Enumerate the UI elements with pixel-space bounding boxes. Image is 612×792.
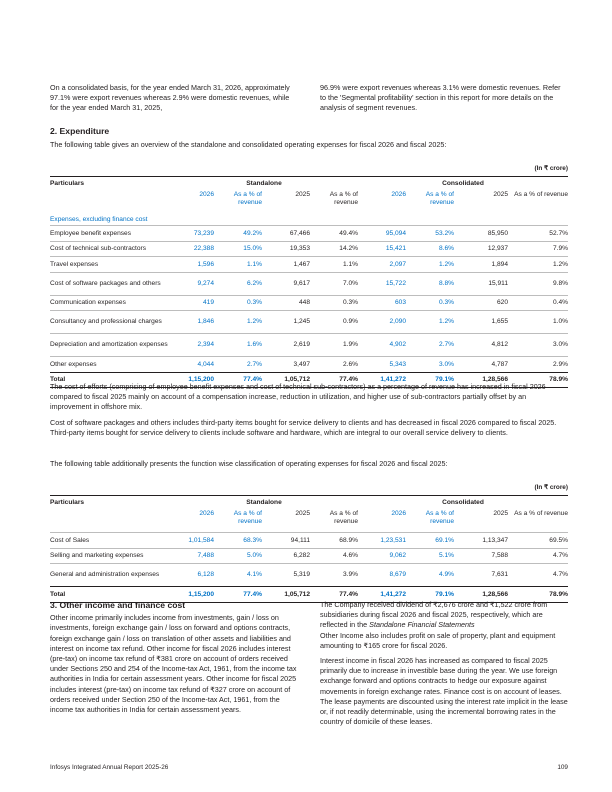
table-cell: 2,090 (358, 311, 406, 334)
table-cell: 49.2% (214, 226, 262, 242)
particulars-header: Particulars (50, 498, 85, 506)
profit-on-sale-text: Other Income also includes profit on sale of property, plant and equipment amounting to ₹165 crore for fiscal 2026. (320, 630, 556, 650)
table-cell: 3.9% (310, 564, 358, 587)
table-cell: 1,655 (454, 311, 508, 334)
table-cell: 15,722 (358, 272, 406, 295)
standalone-statements-ref: Standalone Financial Statements (369, 620, 475, 630)
row-label: Communication expenses (50, 295, 170, 311)
table-cell: 7.9% (508, 241, 568, 257)
table-cell: 1.1% (214, 257, 262, 273)
table-cell: 1.0% (508, 311, 568, 334)
table-cell: 5,319 (262, 564, 310, 587)
table-cell: 2.6% (310, 357, 358, 373)
table-row (50, 533, 568, 549)
table-row (50, 564, 568, 587)
table-cell: 2.9% (508, 357, 568, 373)
table-cell: 0.4% (508, 295, 568, 311)
table-cell: 1,245 (262, 311, 310, 334)
table-row (50, 295, 568, 311)
table-cell: 603 (358, 295, 406, 311)
table-cell: 4.7% (508, 564, 568, 587)
total-cell: 79.1% (406, 372, 454, 388)
column-header: 2025 (493, 191, 508, 198)
row-label: General and administration expenses (50, 564, 170, 587)
table-cell: 3.0% (508, 334, 568, 357)
table-cell: 419 (170, 295, 214, 311)
table-cell: 0.3% (214, 295, 262, 311)
total-cell: 1,05,712 (262, 587, 310, 603)
table-cell: 1.2% (214, 311, 262, 334)
table-row (50, 548, 568, 564)
table-cell: 1,596 (170, 257, 214, 273)
table-cell: 8.8% (406, 272, 454, 295)
column-header: 2025 (295, 191, 310, 198)
total-cell: 77.4% (310, 372, 358, 388)
table-cell: 4,902 (358, 334, 406, 357)
page-number: 109 (557, 764, 568, 771)
total-cell: 1,28,566 (454, 372, 508, 388)
total-cell: 77.4% (310, 587, 358, 603)
table-cell: 4.9% (406, 564, 454, 587)
function-wise-intro: The following table additionally presents the function wise classification of operating expenses for fiscal 2026 and fiscal 2025: (50, 459, 448, 468)
section-3-heading: 3. Other income and finance cost (50, 600, 186, 610)
expenses-subheading: Expenses, excluding finance cost (50, 215, 148, 223)
column-header: 2026 (199, 191, 214, 198)
column-header: As a % of revenue (425, 191, 454, 206)
total-cell: 1,15,200 (170, 372, 214, 388)
table-cell: 1,894 (454, 257, 508, 273)
table-cell: 4.7% (508, 548, 568, 564)
table-cell: 1.2% (406, 311, 454, 334)
table-cell: 0.9% (310, 311, 358, 334)
expenses-table (50, 176, 568, 388)
column-header: As a % of revenue (329, 510, 358, 525)
software-packages-paragraph: Cost of software packages and others includes third-party items bought for service delivery to clients and has decreased in fiscal 2026 compared to fiscal 2025. Third-party items bought for service delivery to clients include software and hardware, which are integral to our overall service delivery to clients. (50, 418, 557, 438)
table-cell: 0.3% (406, 295, 454, 311)
table-cell: 3.0% (406, 357, 454, 373)
table-row (50, 257, 568, 273)
section-3-columns (50, 600, 568, 732)
table-cell: 15.0% (214, 241, 262, 257)
total-cell: 1,41,272 (358, 587, 406, 603)
table-cell: 53.2% (406, 226, 454, 242)
table-cell: 9,617 (262, 272, 310, 295)
table-cell: 9,062 (358, 548, 406, 564)
table-row (50, 334, 568, 357)
table-cell: 7,631 (454, 564, 508, 587)
blank-header-cell (50, 508, 170, 533)
row-label: Cost of Sales (50, 533, 170, 549)
table-cell: 1,23,531 (358, 533, 406, 549)
table-cell: 5.0% (214, 548, 262, 564)
table-row (50, 272, 568, 295)
table-cell: 0.3% (310, 295, 358, 311)
intro-right-text: 96.9% were export revenues whereas 3.1% were domestic revenues. Refer to the 'Segmental profitability' section in this report for more details on the analysis of segment revenues. (320, 83, 561, 113)
dividend-paragraph (320, 600, 568, 651)
intro-columns (50, 83, 568, 114)
column-header: As a % of revenue (329, 191, 358, 206)
consolidated-header: Consolidated (442, 179, 484, 187)
table-cell: 9.8% (508, 272, 568, 295)
table-cell: 4,044 (170, 357, 214, 373)
table-cell: 12,937 (454, 241, 508, 257)
table-cell: 7.0% (310, 272, 358, 295)
table-cell: 73,239 (170, 226, 214, 242)
table-cell: 49.4% (310, 226, 358, 242)
table-row (50, 357, 568, 373)
report-title: Infosys Integrated Annual Report 2025-26 (50, 764, 169, 771)
row-label: Travel expenses (50, 257, 170, 273)
column-header: 2026 (199, 510, 214, 517)
table-cell: 15,911 (454, 272, 508, 295)
total-cell: 77.4% (214, 372, 262, 388)
table-cell: 4,812 (454, 334, 508, 357)
table-cell: 69.1% (406, 533, 454, 549)
table-cell: 1.2% (508, 257, 568, 273)
dividend-text: The Company received dividend of ₹2,676 crore and ₹1,522 crore from subsidiaries during fiscal 2026 and fiscal 2025, respectively, which are reflected in the (320, 600, 548, 630)
table-header-row (50, 177, 568, 190)
total-cell: 1,15,200 (170, 587, 214, 603)
table-cell: 9,274 (170, 272, 214, 295)
table-cell: 4.1% (214, 564, 262, 587)
table-cell: 7,588 (454, 548, 508, 564)
total-cell: 78.9% (508, 372, 568, 388)
particulars-header: Particulars (50, 179, 85, 187)
table-cell: 19,353 (262, 241, 310, 257)
table-cell: 1.6% (214, 334, 262, 357)
table-cell: 68.3% (214, 533, 262, 549)
column-header: 2026 (391, 191, 406, 198)
total-cell: 1,41,272 (358, 372, 406, 388)
table-cell: 620 (454, 295, 508, 311)
page-footer (50, 764, 568, 771)
table-header-row (50, 496, 568, 509)
table-cell: 14.2% (310, 241, 358, 257)
standalone-header: Standalone (246, 498, 282, 506)
function-wise-table (50, 495, 568, 603)
row-label: Cost of software packages and others (50, 272, 170, 295)
total-label: Total (50, 372, 170, 388)
table-cell: 68.9% (310, 533, 358, 549)
table-cell: 2.7% (406, 334, 454, 357)
total-cell: 1,28,566 (454, 587, 508, 603)
total-label: Total (50, 587, 170, 603)
table-cell: 22,388 (170, 241, 214, 257)
table-cell: 8,679 (358, 564, 406, 587)
total-cell: 77.4% (214, 587, 262, 603)
table-cell: 5.1% (406, 548, 454, 564)
table-cell: 1,467 (262, 257, 310, 273)
table-row (50, 311, 568, 334)
table-cell: 69.5% (508, 533, 568, 549)
total-cell: 79.1% (406, 587, 454, 603)
table-cell: 6,282 (262, 548, 310, 564)
table-cell: 85,950 (454, 226, 508, 242)
intro-left-text: On a consolidated basis, for the year ended March 31, 2026, approximately 97.1% were export revenues whereas 2.9% were domestic revenues, while for the year ended March 31, 2025, (50, 83, 290, 113)
table-cell: 1,01,584 (170, 533, 214, 549)
other-income-paragraph: Other income primarily includes income from investments, gain / loss on investments, foreign exchange gain / loss on forward and options contracts, foreign exchange gain / loss on translation of other assets and liabilities and interest on income tax refund. Other income for fiscal 2026 includes interest (pre-tax) on income tax refund of ₹381 crore on account of orders received under Sections 250 and 254 of the Income-tax Act, 1961, from the income tax authorities in India for certain assessment years. Other income for fiscal 2025 includes interest (pre-tax) on income tax refund of ₹327 crore on account of orders received under Section 250 of the Income-tax Act, 1961, from the income tax authorities in India for certain assessment years. (50, 613, 297, 715)
table-cell: 2,097 (358, 257, 406, 273)
table-cell: 2,619 (262, 334, 310, 357)
table-cell: 6.2% (214, 272, 262, 295)
table-cell: 4.6% (310, 548, 358, 564)
column-header: As a % of revenue (514, 191, 568, 198)
table-subheader-row (50, 508, 568, 533)
table-subheader-row (50, 189, 568, 213)
table-1-unit: (In ₹ crore) (534, 165, 568, 172)
column-header: As a % of revenue (233, 510, 262, 525)
table-cell: 94,111 (262, 533, 310, 549)
table-cell: 5,343 (358, 357, 406, 373)
table-cell: 1,13,347 (454, 533, 508, 549)
total-cell: 1,05,712 (262, 372, 310, 388)
table-cell: 8.6% (406, 241, 454, 257)
blank-header-cell (50, 189, 170, 213)
subheading-row (50, 213, 568, 226)
table-cell: 2,394 (170, 334, 214, 357)
column-header: As a % of revenue (233, 191, 262, 206)
row-label: Other expenses (50, 357, 170, 373)
table-row (50, 226, 568, 242)
column-header: As a % of revenue (514, 510, 568, 517)
table-2-unit: (In ₹ crore) (534, 484, 568, 491)
table-cell: 3,497 (262, 357, 310, 373)
column-header: As a % of revenue (425, 510, 454, 525)
column-header: 2025 (493, 510, 508, 517)
table-cell: 4,787 (454, 357, 508, 373)
table-cell: 1.1% (310, 257, 358, 273)
table-cell: 1,846 (170, 311, 214, 334)
consolidated-header: Consolidated (442, 498, 484, 506)
table-cell: 52.7% (508, 226, 568, 242)
cost-of-efforts-paragraph: The cost of efforts (comprising of employee benefit expenses and cost of technical sub-contractors) as a percentage of revenue has increased in fiscal 2026 compared to fiscal 2025 mainly on account of a compensation increase, reduction in utilization, and higher use of sub-contractors partially offset by an improvement in offshore mix. (50, 382, 546, 412)
column-header: 2026 (391, 510, 406, 517)
row-label: Employee benefit expenses (50, 226, 170, 242)
row-label: Cost of technical sub-contractors (50, 241, 170, 257)
section-2-heading: 2. Expenditure (50, 126, 110, 136)
table-cell: 67,466 (262, 226, 310, 242)
table-cell: 1.2% (406, 257, 454, 273)
table-row (50, 241, 568, 257)
standalone-header: Standalone (246, 179, 282, 187)
table-cell: 1.9% (310, 334, 358, 357)
table-cell: 6,128 (170, 564, 214, 587)
column-header: 2025 (295, 510, 310, 517)
row-label: Consultancy and professional charges (50, 311, 170, 334)
table-cell: 448 (262, 295, 310, 311)
section-2-intro: The following table gives an overview of the standalone and consolidated operating expenses for fiscal 2026 and fiscal 2025: (50, 140, 447, 149)
table-cell: 7,488 (170, 548, 214, 564)
table-cell: 15,421 (358, 241, 406, 257)
row-label: Depreciation and amortization expenses (50, 334, 170, 357)
table-cell: 2.7% (214, 357, 262, 373)
row-label: Selling and marketing expenses (50, 548, 170, 564)
table-cell: 95,094 (358, 226, 406, 242)
interest-income-paragraph: Interest income in fiscal 2026 has increased as compared to fiscal 2025 primarily due to increase in investible base during the year. We use foreign exchange forward and options contracts to hedge our exposure against movements in foreign exchange rates. Finance cost is on account of leases. The lease payments are discounted using the interest rate implicit in the lease or, if not readily determinable, using the incremental borrowing rates in the country of domicile of these leases. (320, 656, 568, 727)
total-cell: 78.9% (508, 587, 568, 603)
